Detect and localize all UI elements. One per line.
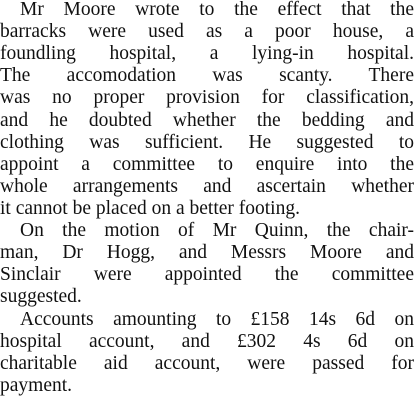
text-line: Mr Moore wrote to the effect that the <box>20 0 414 20</box>
text-line: The accomodation was scanty. There <box>0 65 414 86</box>
text-line: and he doubted whether the bedding and <box>0 110 414 131</box>
text-line: appoint a committee to enquire into the <box>0 154 414 175</box>
text-line: hospital account, and £302 4s 6d on <box>0 331 414 352</box>
text-line: barracks were used as a poor house, a <box>0 21 414 42</box>
text-line: payment. <box>0 375 73 396</box>
text-line: Accounts amounting to £158 14s 6d on <box>20 309 414 330</box>
text-line: On the motion of Mr Quinn, the chair- <box>20 220 414 241</box>
text-line: man, Dr Hogg, and Messrs Moore and <box>0 242 414 263</box>
text-line: foundling hospital, a lying-in hospital. <box>0 43 414 64</box>
text-line: charitable aid account, were passed for <box>0 353 414 374</box>
text-line: it cannot be placed on a better footing. <box>0 198 300 219</box>
text-line: suggested. <box>0 286 82 307</box>
text-line: Sinclair were appointed the committee <box>0 264 414 285</box>
text-line: whole arrangements and ascertain whether <box>0 176 414 197</box>
text-line: was no proper provision for classification, <box>0 87 414 108</box>
text-line: clothing was sufficient. He suggested to <box>0 132 414 153</box>
